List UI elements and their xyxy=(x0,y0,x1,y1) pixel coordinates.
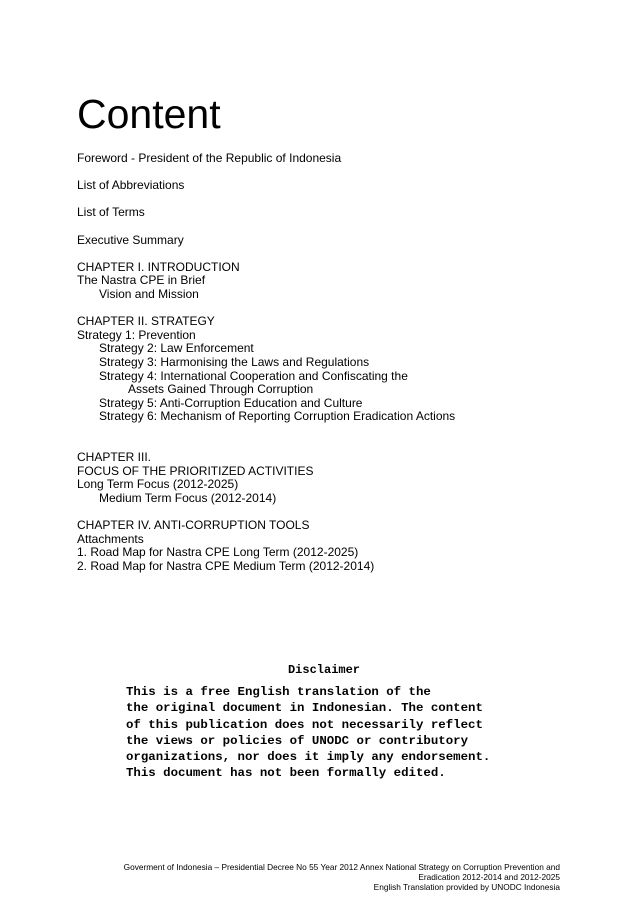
toc-entry: 1. Road Map for Nastra CPE Long Term (2012-2025) xyxy=(77,545,359,560)
toc-spacer xyxy=(77,247,597,261)
toc-entry: Strategy 2: Law Enforcement xyxy=(99,341,254,356)
toc-entry: Strategy 3: Harmonising the Laws and Regulations xyxy=(99,354,370,369)
toc-entry: Executive Summary xyxy=(77,232,184,247)
toc-entry: CHAPTER II. STRATEGY xyxy=(77,314,215,329)
toc-entry: Assets Gained Through Corruption xyxy=(128,382,314,397)
toc-entry: The Nastra CPE in Brief xyxy=(77,273,206,288)
toc-entry: 2. Road Map for Nastra CPE Medium Term (2012-2014) xyxy=(77,558,375,573)
toc-entry: Strategy 4: International Cooperation and Confiscating the xyxy=(99,368,408,383)
footer-line: Goverment of Indonesia – Presidential Decree No 55 Year 2012 Annex National Strategy on Corruption Prevention and xyxy=(123,862,560,872)
disclaimer-line: This document has not been formally edited. xyxy=(126,766,446,781)
toc-spacer xyxy=(77,437,597,451)
disclaimer-line: organizations, nor does it imply any endorsement. xyxy=(126,750,491,765)
toc-entry: FOCUS OF THE PRIORITIZED ACTIVITIES xyxy=(77,463,314,478)
disclaimer-text xyxy=(126,684,606,782)
toc-entry: Strategy 6: Mechanism of Reporting Corruption Eradication Actions xyxy=(99,409,456,424)
toc-entry: Foreword - President of the Republic of Indonesia xyxy=(77,151,342,165)
disclaimer-line: of this publication does not necessarily reflect xyxy=(126,717,483,732)
disclaimer-line: This is a free English translation of the xyxy=(126,685,431,699)
toc-spacer xyxy=(77,220,597,234)
toc-spacer xyxy=(77,424,597,438)
footer-line: English Translation provided by UNODC Indonesia xyxy=(373,882,560,893)
disclaimer-line: the original document in Indonesian. The content xyxy=(126,701,483,716)
toc-entry: Strategy 5: Anti-Corruption Education and Culture xyxy=(99,395,363,410)
toc-entry: CHAPTER III. xyxy=(77,450,152,465)
toc-entry: Strategy 1: Prevention xyxy=(77,327,196,342)
toc-entry: List of Terms xyxy=(77,205,145,220)
toc-spacer xyxy=(77,505,597,519)
toc-entry: CHAPTER IV. ANTI-CORRUPTION TOOLS xyxy=(77,518,310,533)
toc-spacer xyxy=(77,302,597,316)
footer-line: Eradication 2012-2014 and 2012-2025 xyxy=(418,872,560,883)
page-title: Content xyxy=(77,91,221,137)
toc-entry: Attachments xyxy=(77,531,144,546)
toc-entry: Vision and Mission xyxy=(99,286,199,301)
table-of-contents xyxy=(77,152,597,573)
toc-spacer xyxy=(77,193,597,207)
page-footer xyxy=(40,862,560,893)
toc-spacer xyxy=(77,166,597,180)
disclaimer-title: Disclaimer xyxy=(287,663,360,677)
toc-entry: CHAPTER I. INTRODUCTION xyxy=(77,259,240,274)
toc-entry: List of Abbreviations xyxy=(77,178,185,193)
toc-entry: Medium Term Focus (2012-2014) xyxy=(99,490,277,505)
toc-entry: Long Term Focus (2012-2025) xyxy=(77,477,239,492)
disclaimer-line: the views or policies of UNODC or contributory xyxy=(126,733,469,748)
